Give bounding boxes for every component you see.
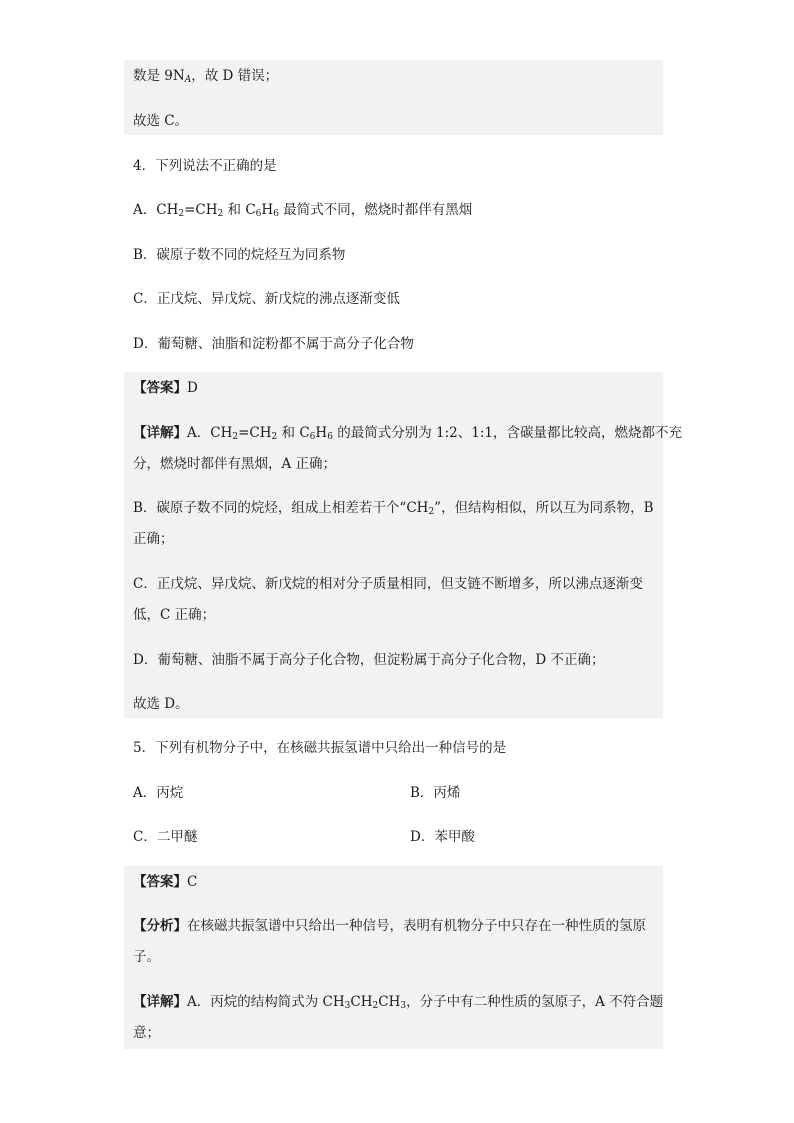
q5-option-c: C．二甲醚 [133, 829, 198, 845]
q4-detail-a: 【详解】A．$CH_2=CH_2$ 和 $C_6H_6$ 的最简式分别为 1:2、1:1，含碳量都比较高，燃烧都不充 [133, 425, 682, 442]
q5-analysis: 【分析】在核磁共振氢谱中只给出一种信号，表明有机物分子中只存在一种性质的氢原 [133, 918, 646, 934]
q3-conclusion: 故选 C。 [133, 113, 189, 129]
q5-option-a: A．丙烷 [133, 785, 184, 801]
q5-answer: 【答案】C [133, 874, 198, 890]
q4-answer: 【答案】D [133, 380, 198, 396]
q4-conclusion: 故选 D。 [133, 696, 189, 712]
q4-option-d: D．葡萄糖、油脂和淀粉都不属于高分子化合物 [133, 336, 414, 352]
q4-detail-d: D．葡萄糖、油脂不属于高分子化合物，但淀粉属于高分子化合物，D 不正确； [133, 652, 605, 668]
q5-detail-a: 【详解】A．丙烷的结构简式为 $CH_3CH_2CH_3$，分子中有二种性质的氢原子，A 不符合题 [133, 994, 664, 1011]
q4-stem: 4．下列说法不正确的是 [133, 158, 277, 174]
q5-option-d: D．苯甲酸 [410, 829, 475, 845]
q3-detail-line: 数是 $9N_A$，故 D 错误； [133, 68, 279, 85]
solution-block-q5 [124, 866, 663, 1049]
q4-option-c: C．正戊烷、异戊烷、新戊烷的沸点逐渐变低 [133, 291, 400, 307]
q4-detail-c-cont: 低，C 正确； [133, 607, 216, 623]
q4-option-a: A．$CH_2=CH_2$ 和 $C_6H_6$ 最简式不同，燃烧时都伴有黑烟 [133, 202, 473, 219]
q5-option-b: B．丙烯 [410, 785, 461, 801]
q4-detail-b-cont: 正确； [133, 531, 174, 547]
q5-detail-a-cont: 意； [133, 1025, 160, 1041]
q4-detail-a-cont: 分，燃烧时都伴有黑烟，A 正确； [133, 456, 337, 472]
q5-stem: 5．下列有机物分子中，在核磁共振氢谱中只给出一种信号的是 [133, 740, 507, 756]
q4-detail-b: B．碳原子数不同的烷烃，组成上相差若干个“$CH_2$”，但结构相似，所以互为同系物，B [133, 500, 654, 517]
q4-detail-c: C．正戊烷、异戊烷、新戊烷的相对分子质量相同，但支链不断增多，所以沸点逐渐变 [133, 576, 643, 592]
q4-option-b: B．碳原子数不同的烷烃互为同系物 [133, 247, 346, 263]
q5-analysis-cont: 子。 [133, 949, 160, 965]
